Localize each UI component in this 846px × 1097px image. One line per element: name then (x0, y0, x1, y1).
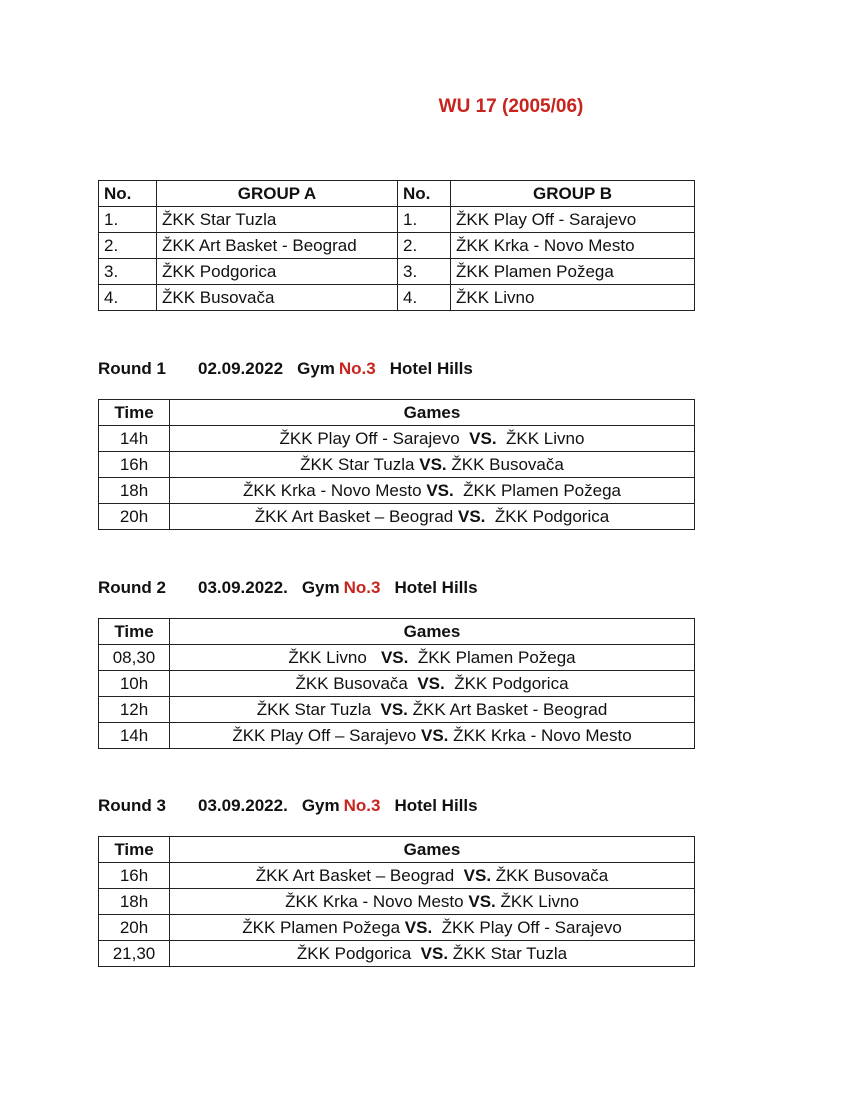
home-team: ŽKK Krka - Novo Mesto (285, 891, 464, 911)
group-a-team: ŽKK Star Tuzla (157, 207, 398, 233)
home-team: ŽKK Art Basket – Beograd (254, 506, 454, 526)
group-b-no: 2. (398, 233, 451, 259)
game-matchup (170, 889, 695, 915)
table-row (99, 452, 695, 478)
game-matchup (170, 863, 695, 889)
away-team: ŽKK Busovača (451, 454, 564, 474)
gym-label: Gym (301, 796, 340, 815)
game-time: 08,30 (99, 645, 170, 671)
gym-number: No.3 (338, 359, 376, 378)
round-2-heading (98, 578, 478, 598)
home-team: ŽKK Plamen Požega (242, 917, 401, 937)
home-team: ŽKK Krka - Novo Mesto (243, 480, 422, 500)
venue: Hotel Hills (394, 578, 478, 597)
group-a-no: 4. (99, 285, 157, 311)
round-date: 03.09.2022. (198, 796, 288, 815)
group-a-no: 1. (99, 207, 157, 233)
vs-label: VS. (420, 725, 449, 745)
group-b-no-header: No. (398, 181, 451, 207)
games-header-row (99, 837, 695, 863)
home-team: ŽKK Podgorica (296, 943, 412, 963)
round-label: Round 3 (98, 796, 166, 815)
group-b-team: ŽKK Play Off - Sarajevo (451, 207, 695, 233)
table-row (99, 671, 695, 697)
table-row (99, 697, 695, 723)
vs-label: VS. (420, 943, 449, 963)
group-a-no: 2. (99, 233, 157, 259)
gym-label: Gym (301, 578, 340, 597)
table-row (99, 478, 695, 504)
vs-label: VS. (419, 454, 447, 474)
table-row (99, 941, 695, 967)
away-team: ŽKK Busovača (495, 865, 609, 885)
vs-label: VS. (469, 428, 497, 448)
group-a-no: 3. (99, 259, 157, 285)
table-row (99, 504, 695, 530)
game-time: 12h (99, 697, 170, 723)
game-matchup (170, 452, 695, 478)
vs-label: VS. (463, 865, 492, 885)
away-team: ŽKK Livno (506, 428, 585, 448)
time-header: Time (99, 400, 170, 426)
round-2-games-table (98, 618, 695, 749)
home-team: ŽKK Star Tuzla (300, 454, 415, 474)
game-time: 10h (99, 671, 170, 697)
time-header: Time (99, 837, 170, 863)
venue: Hotel Hills (389, 359, 473, 378)
group-a-header: GROUP A (157, 181, 398, 207)
group-a-team: ŽKK Podgorica (157, 259, 398, 285)
away-team: ŽKK Livno (500, 891, 579, 911)
game-time: 20h (99, 915, 170, 941)
games-header-row (99, 400, 695, 426)
away-team: ŽKK Play Off - Sarajevo (441, 917, 622, 937)
group-b-header: GROUP B (451, 181, 695, 207)
group-b-team: ŽKK Livno (451, 285, 695, 311)
group-a-team: ŽKK Art Basket - Beograd (157, 233, 398, 259)
games-header: Games (170, 400, 695, 426)
groups-table (98, 180, 695, 311)
table-row (99, 645, 695, 671)
round-date: 03.09.2022. (198, 578, 288, 597)
home-team: ŽKK Play Off - Sarajevo (279, 428, 460, 448)
game-matchup (170, 697, 695, 723)
game-time: 14h (99, 723, 170, 749)
game-time: 20h (99, 504, 170, 530)
vs-label: VS. (380, 647, 409, 667)
away-team: ŽKK Krka - Novo Mesto (453, 725, 632, 745)
table-row (99, 233, 695, 259)
away-team: ŽKK Art Basket - Beograd (412, 699, 608, 719)
vs-label: VS. (404, 917, 433, 937)
page-title: WU 17 (2005/06) (438, 96, 584, 117)
table-row (99, 889, 695, 915)
home-team: ŽKK Livno (288, 647, 367, 667)
away-team: ŽKK Plamen Požega (463, 480, 621, 500)
game-time: 21,30 (99, 941, 170, 967)
game-matchup (170, 723, 695, 749)
venue: Hotel Hills (394, 796, 478, 815)
game-time: 16h (99, 452, 170, 478)
gym-number: No.3 (343, 796, 381, 815)
table-row (99, 426, 695, 452)
vs-label: VS. (468, 891, 496, 911)
game-matchup (170, 671, 695, 697)
table-row (99, 259, 695, 285)
table-row (99, 863, 695, 889)
gym-number: No.3 (343, 578, 381, 597)
round-label: Round 1 (98, 359, 166, 378)
round-3-games-table (98, 836, 695, 967)
home-team: ŽKK Star Tuzla (256, 699, 372, 719)
vs-label: VS. (380, 699, 408, 719)
table-row (99, 915, 695, 941)
round-date: 02.09.2022 (198, 359, 284, 378)
game-matchup (170, 478, 695, 504)
group-b-no: 3. (398, 259, 451, 285)
group-b-team: ŽKK Plamen Požega (451, 259, 695, 285)
vs-label: VS. (457, 506, 486, 526)
game-matchup (170, 915, 695, 941)
away-team: ŽKK Podgorica (494, 506, 610, 526)
home-team: ŽKK Busovača (295, 673, 408, 693)
home-team: ŽKK Play Off – Sarajevo (232, 725, 417, 745)
round-1-games-table (98, 399, 695, 530)
group-a-no-header: No. (99, 181, 157, 207)
vs-label: VS. (417, 673, 445, 693)
game-time: 14h (99, 426, 170, 452)
game-time: 16h (99, 863, 170, 889)
group-a-team: ŽKK Busovača (157, 285, 398, 311)
away-team: ŽKK Podgorica (454, 673, 569, 693)
table-row (99, 285, 695, 311)
game-matchup (170, 426, 695, 452)
games-header-row (99, 619, 695, 645)
table-row (99, 723, 695, 749)
vs-label: VS. (426, 480, 454, 500)
game-matchup (170, 645, 695, 671)
home-team: ŽKK Art Basket – Beograd (255, 865, 455, 885)
games-header: Games (170, 837, 695, 863)
games-header: Games (170, 619, 695, 645)
round-3-heading (98, 796, 478, 816)
group-b-no: 1. (398, 207, 451, 233)
game-time: 18h (99, 889, 170, 915)
round-label: Round 2 (98, 578, 166, 597)
game-matchup (170, 504, 695, 530)
table-row (99, 207, 695, 233)
game-time: 18h (99, 478, 170, 504)
group-b-no: 4. (398, 285, 451, 311)
gym-label: Gym (297, 359, 335, 378)
group-b-team: ŽKK Krka - Novo Mesto (451, 233, 695, 259)
time-header: Time (99, 619, 170, 645)
groups-header-row (99, 181, 695, 207)
away-team: ŽKK Star Tuzla (452, 943, 568, 963)
away-team: ŽKK Plamen Požega (417, 647, 576, 667)
game-matchup (170, 941, 695, 967)
round-1-heading (98, 359, 473, 379)
